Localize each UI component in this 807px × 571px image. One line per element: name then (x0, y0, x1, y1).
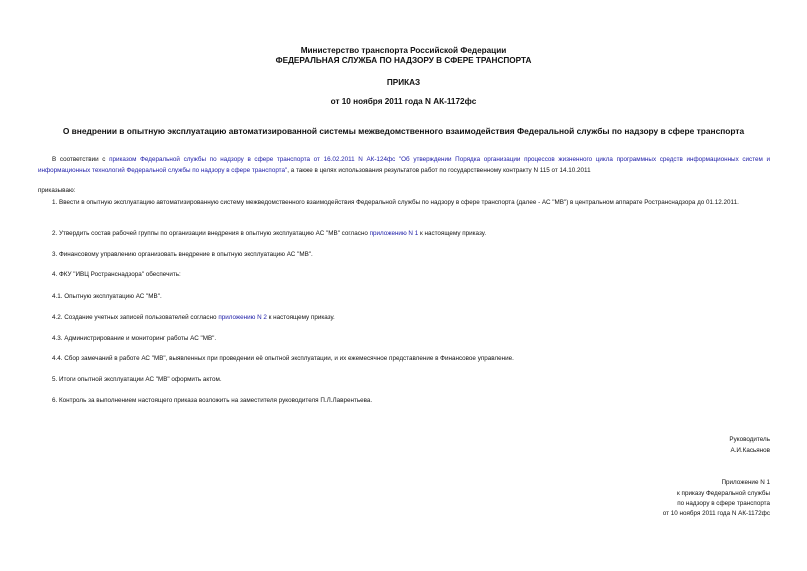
document-title: О внедрении в опытную эксплуатацию автоматизированной системы межведомственного взаимодействия Федеральной службы по надзору в сфере транспорта (62, 126, 745, 136)
item-5: 5. Итоги опытной эксплуатации АС "МВ" оформить актом. (52, 376, 222, 383)
order-word: приказываю: (38, 187, 76, 194)
appendix-ref-line-1: к приказу Федеральной службы (677, 490, 770, 497)
signature-position: Руководитель (729, 436, 770, 443)
item-4-4: 4.4. Сбор замечаний в работе АС "МВ", выявленных при проведении её опытной эксплуатации, и их ежемесячное представление в Финансовое управление. (52, 355, 514, 362)
item-4-2-text: 4.2. Создание учетных записей пользователей согласно (52, 314, 219, 321)
appendix-ref-line-2: по надзору в сфере транспорта (677, 500, 770, 507)
item-3: 3. Финансовому управлению организовать внедрение в опытную эксплуатацию АС "МВ". (52, 251, 313, 258)
order-type-heading: ПРИКАЗ (386, 78, 421, 87)
item-4-1: 4.1. Опытную эксплуатацию АС "МВ". (52, 293, 162, 300)
order-date-number: от 10 ноября 2011 года N АК-1172фс (330, 97, 477, 106)
appendix-1-link[interactable]: приложению N 1 (369, 230, 419, 237)
item-2-tail: к настоящему приказу. (418, 230, 487, 237)
preamble-lead: В соответствии с (52, 156, 110, 163)
preamble-paragraph (38, 154, 770, 176)
appendix-ref-line-3: от 10 ноября 2011 года N АК-1172фс (662, 510, 770, 517)
preamble-reference-link[interactable]: приказом Федеральной службы по надзору в сфере транспорта от 16.02.2011 N АК-124фс "Об утверждении Порядка организации процессов жизненного цикла программных средств информационных систем и информационных технологий Федеральной службы по надзору в сфере транспорта" (38, 156, 771, 174)
item-2-text: 2. Утвердить состав рабочей группы по организации внедрения в опытную эксплуатацию АС "МВ" согласно (52, 230, 370, 237)
item-4-3: 4.3. Администрирование и мониторинг работы АС "МВ". (52, 335, 217, 342)
item-1: 1. Ввести в опытную эксплуатацию автоматизированную систему межведомственного взаимодействия Федеральной службы по надзору в сфере транспорта (далее - АС "МВ") в центральном аппарате Ространснадзора до 01.12.2011. (52, 199, 739, 206)
item-6: 6. Контроль за выполнением настоящего приказа возложить на заместителя руководителя П.Л.Лаврентьева. (52, 397, 373, 404)
item-4-2-tail: к настоящему приказу. (266, 314, 335, 321)
item-2 (52, 228, 486, 239)
item-4-2 (52, 312, 335, 323)
preamble-tail: , а также в целях использования результатов работ по государственному контракту N 115 от 14.10.2011 (287, 167, 591, 174)
appendix-label: Приложение N 1 (721, 479, 770, 486)
signature-name: А.И.Касьянов (730, 447, 770, 454)
appendix-2-link[interactable]: приложению N 2 (218, 314, 267, 321)
service-heading: ФЕДЕРАЛЬНАЯ СЛУЖБА ПО НАДЗОРУ В СФЕРЕ ТРАНСПОРТА (275, 56, 532, 65)
ministry-heading: Министерство транспорта Российской Федерации (300, 46, 507, 55)
item-4: 4. ФКУ "ИВЦ Ространснадзора" обеспечить: (52, 271, 181, 278)
